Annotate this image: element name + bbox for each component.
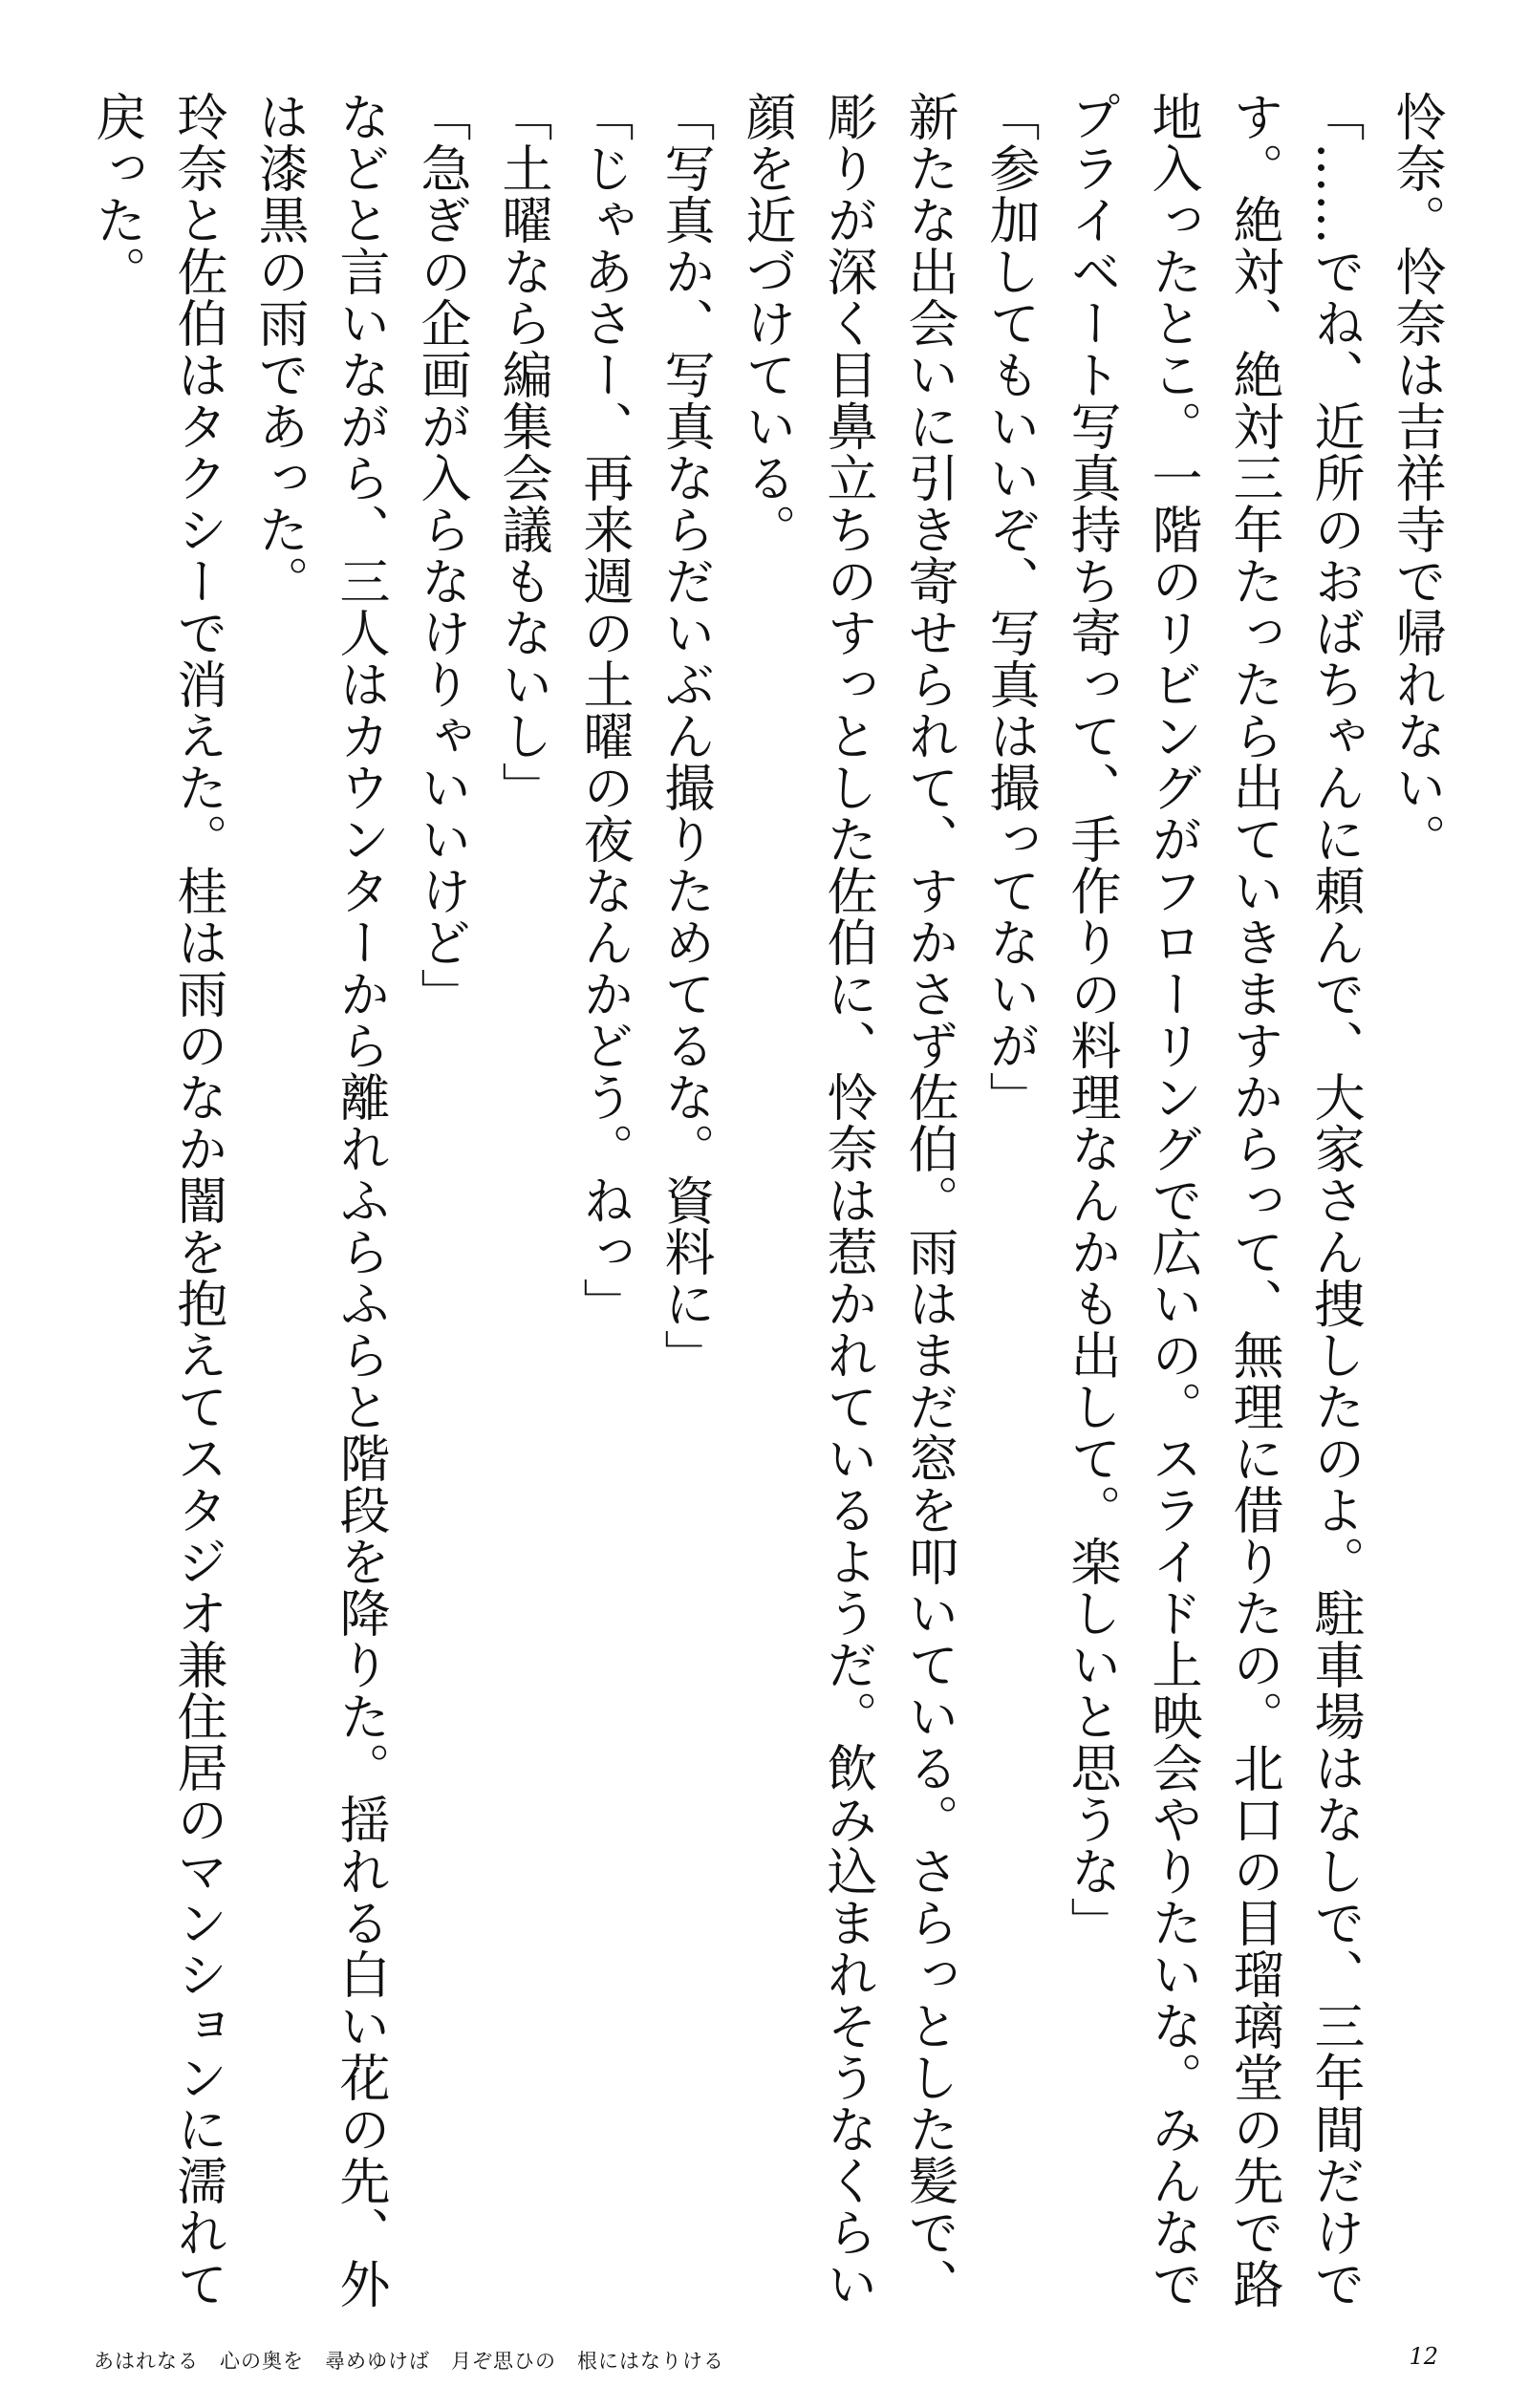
paragraph-5: 「写真か、写真ならだいぶん撮りためてるな。資料に」	[657, 91, 715, 1381]
paragraph-7: 「土曜なら編集会議もないし」	[494, 91, 552, 813]
paragraph-9: などと言いながら、三人はカウンターから離れふらふらと階段を降りた。揺れる白い花の先、外は漆黒の雨であった。	[250, 91, 390, 2310]
vertical-body-text	[88, 91, 1457, 2317]
paragraph-8: 「急ぎの企画が入らなけりゃいいけど」	[413, 91, 471, 1020]
paragraph-1: 怜奈。怜奈は吉祥寺で帰れない。	[1388, 91, 1446, 865]
page-number: 12	[1409, 2343, 1438, 2370]
paragraph-4: 新たな出会いに引き寄せられて、すかさず佐伯。雨はまだ窓を叩いている。さらっとした髪で、彫りが深く目鼻立ちのすっとした佐伯に、怜奈は惹かれているようだ。飲み込まれそうなくらい顔を近づけている。	[738, 91, 958, 2310]
paragraph-3: 「参加してもいいぞ、写真は撮ってないが」	[981, 91, 1040, 1123]
footer-verse: あはれなる 心の奥を 尋めゆけば 月ぞ思ひの 根にはなりける	[94, 2350, 724, 2373]
paragraph-10: 玲奈と佐伯はタクシーで消えた。桂は雨のなか闇を抱えてスタジオ兼住居のマンションに濡れて戻った。	[88, 91, 227, 2310]
paragraph-6: 「じゃあさー、再来週の土曜の夜なんかどう。ねっ」	[575, 91, 634, 1329]
paragraph-2: 「……でね、近所のおばちゃんに頼んで、大家さん捜したのよ。駐車場はなしで、三年間だけです。絶対、絶対三年たったら出ていきますからって、無理に借りたの。北口の目瑠璃堂の先で路地入ったとこ。一階のリビングがフローリングで広いの。スライド上映会やりたいな。みんなでプライベート写真持ち寄って、手作りの料理なんかも出して。楽しいと思うな」	[1063, 91, 1365, 2310]
